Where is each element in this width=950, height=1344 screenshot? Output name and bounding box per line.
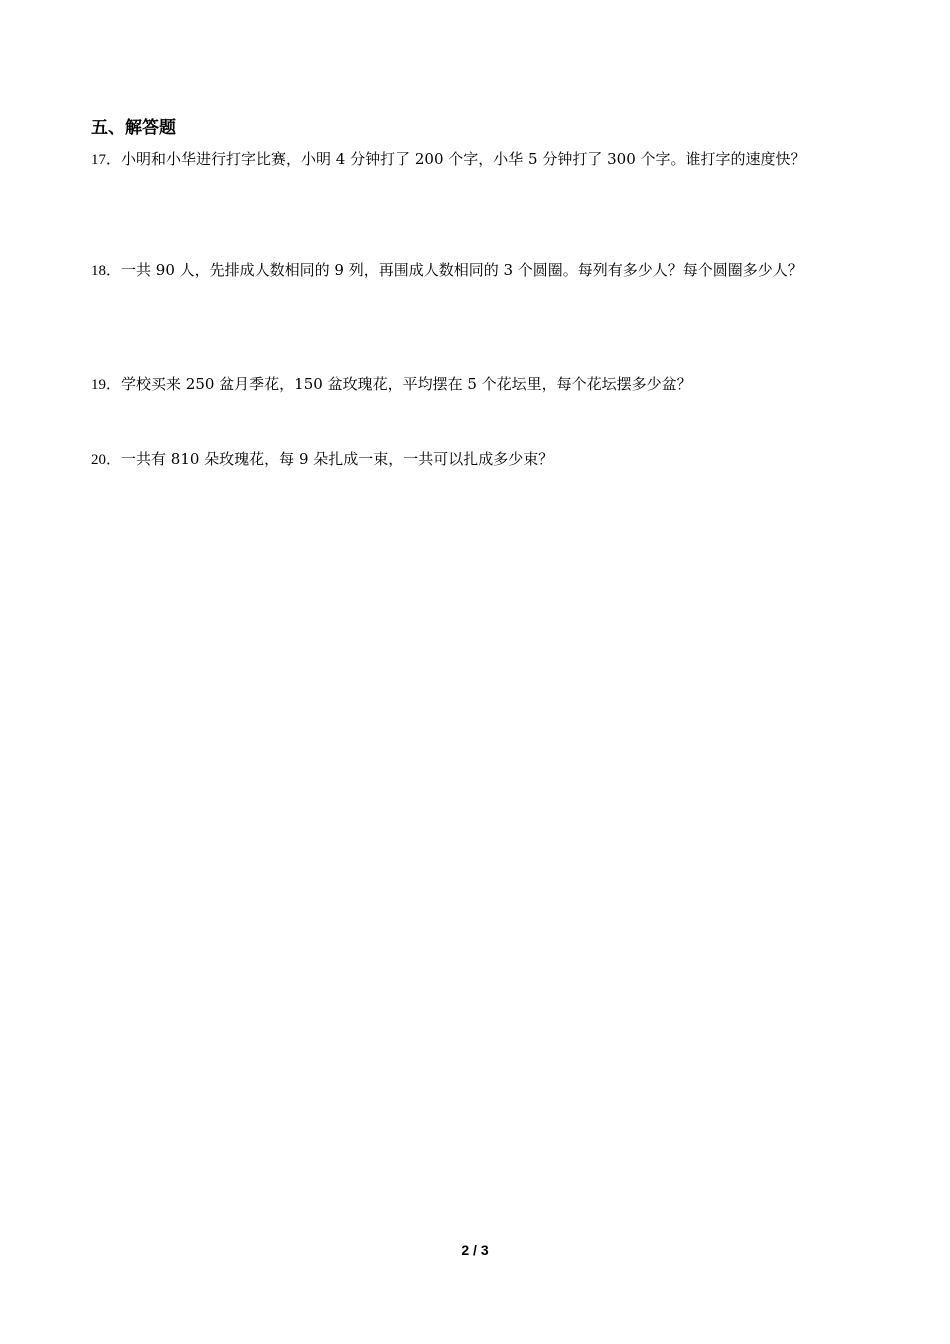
- question-20: [91, 441, 866, 478]
- question-text: 一共有 810 朵玫瑰花，每 9 朵扎成一束，一共可以扎成多少束？: [121, 450, 554, 468]
- question-text: 学校买来 250 盆月季花，150 盆玫瑰花，平均摆在 5 个花坛里，每个花坛摆多少盆？: [121, 375, 692, 393]
- page-number: 2 / 3: [461, 1242, 489, 1258]
- question-number: 20．: [91, 452, 122, 468]
- question-18: [91, 252, 866, 289]
- question-number: 18．: [91, 263, 122, 279]
- section-title: 五、解答题: [91, 118, 176, 138]
- question-text: 一共 90 人，先排成人数相同的 9 列，再围成人数相同的 3 个圆圈。每列有多少人？每个圆圈多少人？: [121, 261, 803, 279]
- question-text: 小明和小华进行打字比赛，小明 4 分钟打了 200 个字，小华 5 分钟打了 300 个字。谁打字的速度快？: [121, 150, 806, 168]
- question-19: [91, 366, 866, 403]
- question-17: [91, 141, 866, 178]
- question-number: 17．: [91, 152, 122, 168]
- question-number: 19．: [91, 377, 122, 393]
